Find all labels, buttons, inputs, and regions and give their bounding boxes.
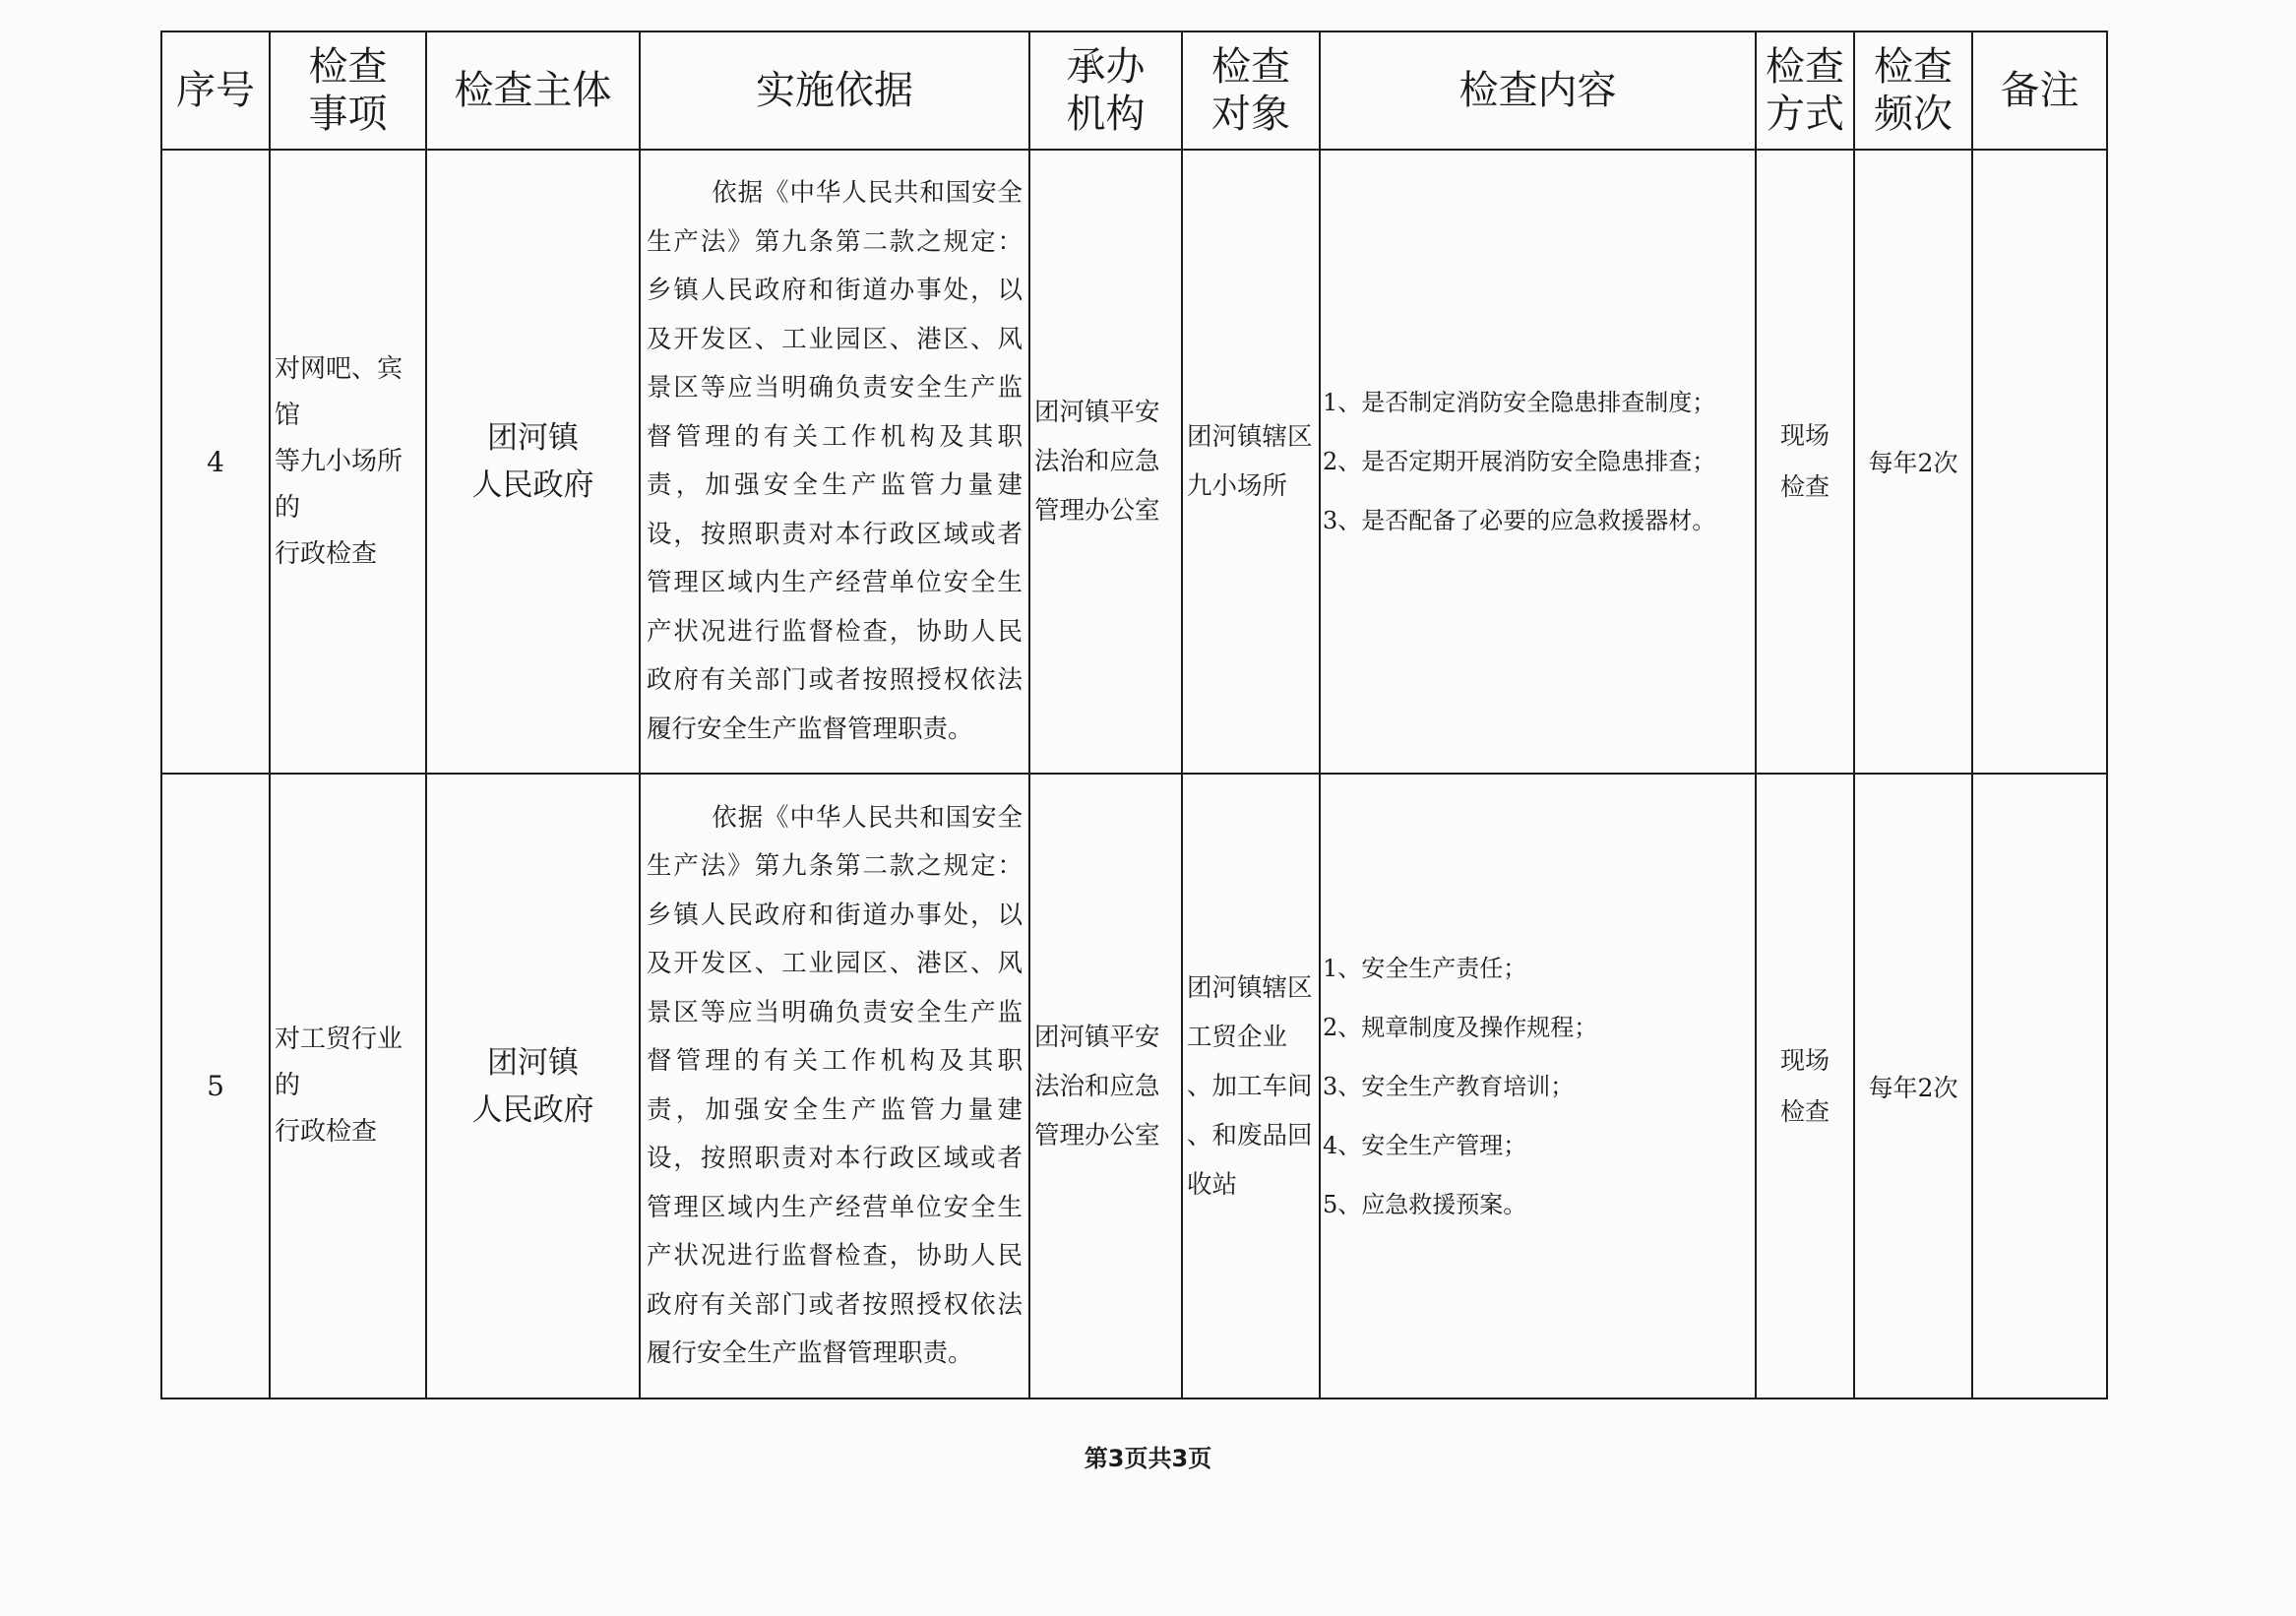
row-basis: 依据《中华人民共和国安全生产法》第九条第二款之规定：乡镇人民政府和街道办事处，以及开发区、工业园区、港区、风景区等应当明确负责安全生产监督管理的有关工作机构及其职责，加强安全生产监管力量建设，按照职责对本行政区域或者管理区域内生产经营单位安全生产状况进行监督检查，协助人民政府有关部门或者按照授权依法履行安全生产监督管理职责。 [640,774,1029,1398]
header-note: 备注 [1972,31,2107,150]
header-target: 检查对象 [1182,31,1320,150]
row-subject: 团河镇 人民政府 [426,150,640,774]
row-seq: 5 [161,774,270,1398]
header-org: 承办机构 [1029,31,1182,150]
row-target: 团河镇辖区 工贸企业 、加工车间 、和废品回 收站 [1182,774,1320,1398]
row-target: 团河镇辖区 九小场所 [1182,150,1320,774]
inspection-table [160,31,2108,1399]
row-freq: 每年2次 [1854,150,1972,774]
row-org: 团河镇平安 法治和应急 管理办公室 [1029,774,1182,1398]
header-basis: 实施依据 [640,31,1029,150]
row-subject: 团河镇 人民政府 [426,774,640,1398]
row-org: 团河镇平安 法治和应急 管理办公室 [1029,150,1182,774]
row-content: 1、安全生产责任； 2、规章制度及操作规程； 3、安全生产教育培训； 4、安全生产管理； 5、应急救援预案。 [1320,774,1756,1398]
row-method: 现场 检查 [1756,774,1854,1398]
header-item: 检查事项 [270,31,426,150]
header-freq: 检查频次 [1854,31,1972,150]
row-item: 对网吧、宾馆 等九小场所的 行政检查 [270,150,426,774]
header-row [161,31,2107,150]
header-method: 检查方式 [1756,31,1854,150]
row-basis: 依据《中华人民共和国安全生产法》第九条第二款之规定：乡镇人民政府和街道办事处，以及开发区、工业园区、港区、风景区等应当明确负责安全生产监督管理的有关工作机构及其职责，加强安全生产监管力量建设，按照职责对本行政区域或者管理区域内生产经营单位安全生产状况进行监督检查，协助人民政府有关部门或者按照授权依法履行安全生产监督管理职责。 [640,150,1029,774]
header-subject: 检查主体 [426,31,640,150]
header-seq: 序号 [161,31,270,150]
header-content: 检查内容 [1320,31,1756,150]
row-item: 对工贸行业的 行政检查 [270,774,426,1398]
row-method: 现场 检查 [1756,150,1854,774]
row-note [1972,150,2107,774]
row-note [1972,774,2107,1398]
page-number: 第3页共3页 [1084,1445,1212,1472]
row-seq: 4 [161,150,270,774]
table-row [161,774,2107,1398]
row-freq: 每年2次 [1854,774,1972,1398]
table-row [161,150,2107,774]
row-content: 1、是否制定消防安全隐患排查制度； 2、是否定期开展消防安全隐患排查； 3、是否配备了必要的应急救援器材。 [1320,150,1756,774]
